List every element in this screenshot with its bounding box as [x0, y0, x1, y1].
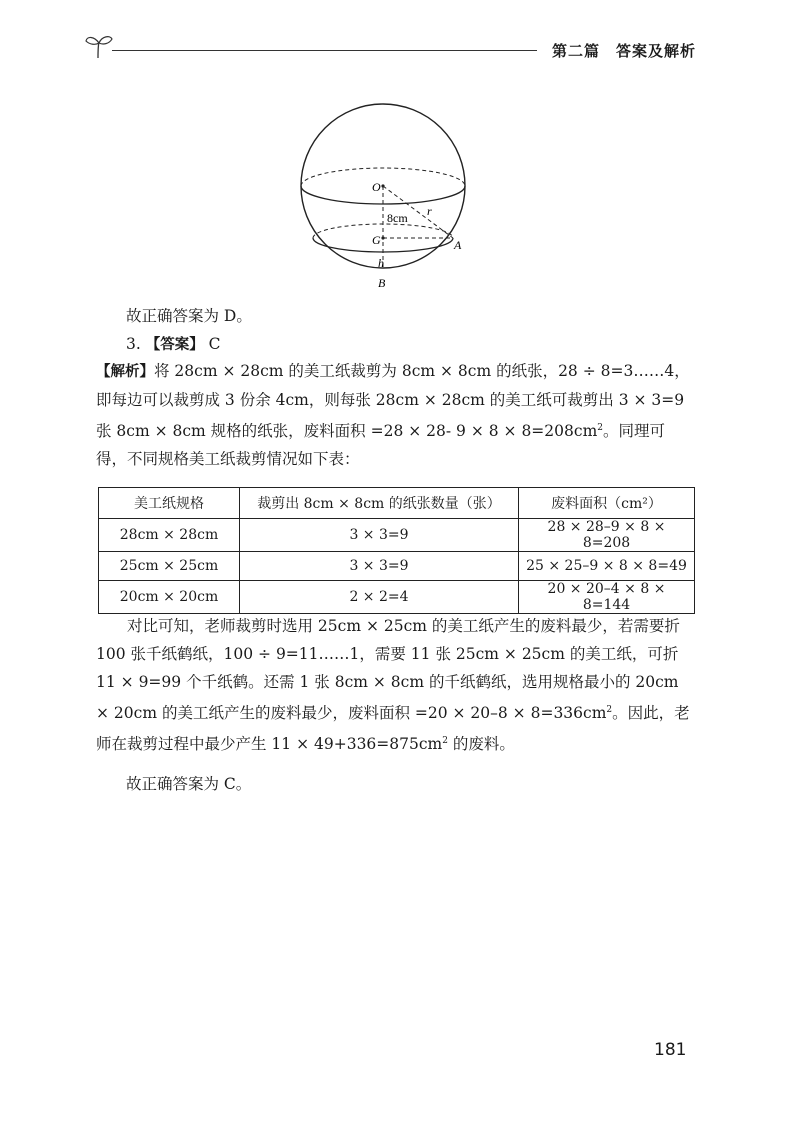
table-cell: 20cm × 20cm — [99, 581, 240, 614]
answer-value: C — [208, 335, 221, 353]
table-header-cell: 废料面积（cm²） — [519, 488, 695, 519]
label-o: O — [372, 180, 381, 194]
analysis-label: 【解析】 — [96, 364, 154, 380]
sphere-diagram — [292, 98, 492, 290]
comparison-text: 对比可知，老师裁剪时选用 25cm × 25cm 的美工纸产生的废料最少，若需要折 100 张千纸鹤纸，100 ÷ 9=11……1，需要 11 张 25cm × 25cm 的美工纸，可折 11 × 9=99 个千纸鹤。还需 1 张 8cm × 8cm 的千纸鹤纸，选用规格最小的 20cm × 20cm 的美工纸产生的废料最少，废料面积 =20 × 20–8 × 8=336cm — [96, 617, 680, 723]
table-cell: 25cm × 25cm — [99, 552, 240, 581]
table-cell: 28 × 28–9 × 8 × 8=208 — [519, 519, 695, 552]
comparison-text-b: 。因此，老师在裁剪过程中最少产生 11 × 49+336=875cm — [96, 704, 690, 754]
analysis-text: 将 28cm × 28cm 的美工纸裁剪为 8cm × 8cm 的纸张，28 ÷ 8=3……4，即每边可以裁剪成 3 份余 4cm，则每张 28cm × 28cm 的美工纸可裁剪出 3 × 3=9 张 8cm × 8cm 规格的纸张，废料面积 =28 × 28- 9 × 8 × 8=208cm — [96, 362, 690, 441]
label-h: h — [378, 256, 384, 270]
comparison-text-c: 的废料。 — [447, 735, 515, 754]
table-cell: 3 × 3=9 — [240, 552, 519, 581]
analysis-paragraph — [96, 357, 694, 473]
equator-back — [301, 168, 465, 186]
question-3-answer — [126, 334, 221, 355]
table-header-cell: 美工纸规格 — [99, 488, 240, 519]
label-g: G — [372, 233, 381, 247]
point-g — [381, 236, 384, 239]
analysis-text-end: 。同理可得，不同规格美工纸裁剪情况如下表： — [96, 422, 666, 469]
comparison-paragraph — [96, 612, 694, 758]
table-row — [99, 552, 695, 581]
table-cell: 3 × 3=9 — [240, 519, 519, 552]
paper-cutting-table — [98, 487, 695, 614]
table-cell: 25 × 25–9 × 8 × 8=49 — [519, 552, 695, 581]
table-row — [99, 519, 695, 552]
table-header-cell: 裁剪出 8cm × 8cm 的纸张数量（张） — [240, 488, 519, 519]
table-cell: 2 × 2=4 — [240, 581, 519, 614]
point-o — [381, 184, 384, 187]
table-row — [99, 581, 695, 614]
answer-label: 【答案】 — [145, 337, 204, 353]
label-b: B — [378, 276, 386, 290]
page-number: 181 — [654, 1040, 687, 1060]
header-rule — [112, 50, 537, 51]
header-title: 第二篇 答案及解析 — [552, 42, 697, 60]
label-distance: 8cm — [387, 211, 408, 225]
table-cell: 28cm × 28cm — [99, 519, 240, 552]
comparison-sup: 2 — [606, 705, 613, 715]
answer-line-d: 故正确答案为 D。 — [126, 307, 252, 325]
label-a: A — [454, 238, 462, 252]
question-number: 3. — [126, 335, 141, 353]
table-cell: 20 × 20–4 × 8 × 8=144 — [519, 581, 695, 614]
analysis-sup: 2 — [597, 423, 603, 433]
table-header-row — [99, 488, 695, 519]
label-r: r — [427, 204, 432, 218]
answer-line-c: 故正确答案为 C。 — [126, 775, 252, 793]
sprout-icon — [84, 32, 114, 60]
comparison-sup-b: 2 — [442, 736, 448, 747]
